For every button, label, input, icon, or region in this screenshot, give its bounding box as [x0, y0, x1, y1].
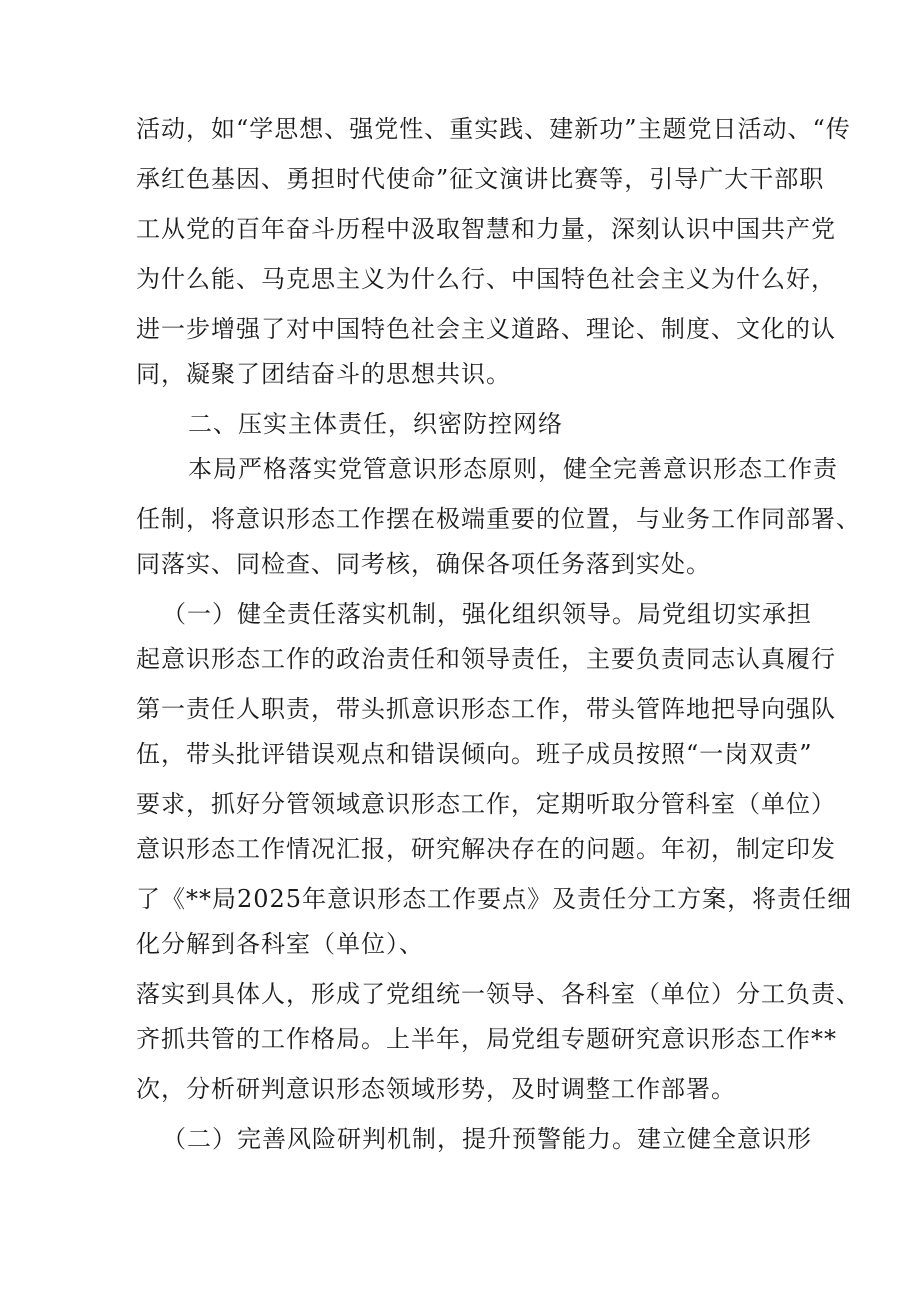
text-line: 第一责任人职责，带头抓意识形态工作，带头管阵地把导向强队 — [136, 695, 836, 723]
text-line: 为什么能、马克思主义为什么行、中国特色社会主义为什么好， — [136, 265, 836, 293]
text-line: 同落实、同检查、同考核，确保各项任务落到实处。 — [136, 550, 711, 578]
text-line: 意识形态工作情况汇报，研究解决存在的问题。年初，制定印发 — [136, 835, 836, 863]
text-line: 同，凝聚了团结奋斗的思想共识。 — [136, 360, 511, 388]
text-line: 伍，带头批评错误观点和错误倾向。班子成员按照“一岗双责” — [136, 740, 813, 768]
text-line: 工从党的百年奋斗历程中汲取智慧和力量，深刻认识中国共产党 — [136, 215, 836, 243]
section-heading: 二、压实主体责任，织密防控网络 — [188, 410, 563, 438]
text-line: 起意识形态工作的政治责任和领导责任，主要负责同志认真履行 — [136, 645, 836, 673]
text-line: 活动，如“学思想、强党性、重实践、建新功”主题党日活动、“传 — [136, 115, 851, 143]
text-line: 落实到具体人，形成了党组统一领导、各科室（单位）分工负责、 — [136, 980, 861, 1008]
text-line: 齐抓共管的工作格局。上半年，局党组专题研究意识形态工作** — [136, 1025, 837, 1053]
text-line: 进一步增强了对中国特色社会主义道路、理论、制度、文化的认 — [136, 315, 836, 343]
text-line: 化分解到各科室（单位）、 — [136, 930, 424, 958]
subsection-heading: （二）完善风险研判机制，提升预警能力。建立健全意识形 — [162, 1125, 812, 1153]
text-line: 了《**局2025年意识形态工作要点》及责任分工方案，将责任细 — [136, 885, 853, 913]
text-line: 要求，抓好分管领域意识形态工作，定期听取分管科室（单位） — [136, 790, 836, 818]
text-line: 次，分析研判意识形态领域形势，及时调整工作部署。 — [136, 1075, 736, 1103]
text-line: 任制，将意识形态工作摆在极端重要的位置，与业务工作同部署、 — [136, 505, 861, 533]
text-line: 本局严格落实党管意识形态原则，健全完善意识形态工作责 — [188, 455, 838, 483]
text-line: 承红色基因、勇担时代使命”征文演讲比赛等，引导广大干部职 — [136, 165, 825, 193]
subsection-heading: （一）健全责任落实机制，强化组织领导。局党组切实承担 — [162, 600, 812, 628]
